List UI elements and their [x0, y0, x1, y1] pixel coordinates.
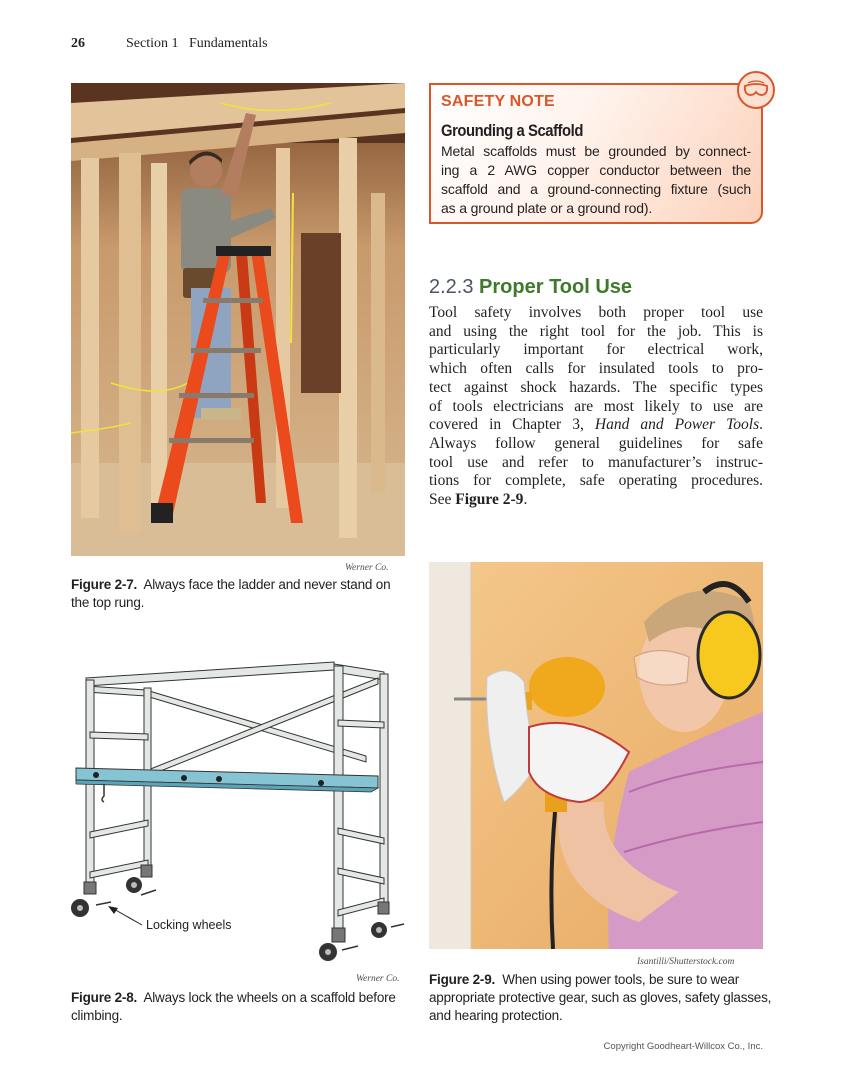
- section-number: 2.2.3: [429, 276, 474, 298]
- figure-2-8-caption-text: Always lock the wheels on a scaffold before climbing.: [71, 990, 396, 1023]
- figure-2-9-caption-text: When using power tools, be sure to wear appropriate protective gear, such as gloves, safety glasses, and hearing protection.: [429, 972, 772, 1023]
- body-line: which often calls for insulated tools to pro-: [429, 360, 763, 378]
- page-number: 26: [71, 36, 85, 51]
- body-text: See: [429, 491, 456, 509]
- section-name: Section 1 Fundamentals: [126, 36, 268, 51]
- figure-2-8-caption: [71, 989, 411, 1025]
- figure-2-7-photo: [71, 83, 405, 556]
- body-line: of tools electricians are most likely to use are: [429, 397, 763, 415]
- scaffold-illustration: [66, 650, 411, 972]
- safety-note-line: Metal scaffolds must be grounded by connect-: [441, 143, 751, 159]
- body-line: and using the right tool for the job. This is: [429, 322, 763, 340]
- body-line: particularly important for electrical work,: [429, 341, 763, 359]
- body-line: Always follow general guidelines for safe: [429, 434, 763, 452]
- body-line: [429, 416, 763, 435]
- figure-2-8-diagram: [66, 650, 411, 972]
- figure-2-8-label: Figure 2-8.: [71, 990, 138, 1005]
- figure-2-7-caption-text: Always face the ladder and never stand on the top rung.: [71, 577, 391, 610]
- section-title: Proper Tool Use: [479, 276, 633, 298]
- copyright-notice: Copyright Goodheart-Willcox Co., Inc.: [603, 1041, 763, 1052]
- safety-note-line: scaffold and a ground-connecting fixture (such: [441, 181, 751, 197]
- drill-photo-illustration: [429, 562, 763, 949]
- figure-reference: Figure 2-9: [455, 491, 524, 509]
- figure-2-9-caption: [429, 971, 774, 1025]
- safety-note-title: Grounding a Scaffold: [441, 122, 583, 140]
- figure-2-9-credit: Isantilli/Shutterstock.com: [637, 957, 735, 967]
- section-body: [429, 304, 763, 510]
- body-line: tect against shock hazards. The specific types: [429, 378, 763, 396]
- body-text: covered in Chapter 3,: [429, 416, 595, 434]
- locking-wheels-callout: Locking wheels: [146, 918, 232, 932]
- safety-note-body: [441, 142, 751, 218]
- figure-2-9-label: Figure 2-9.: [429, 972, 496, 987]
- ladder-photo-illustration: [71, 83, 405, 556]
- figure-2-9-photo: [429, 562, 763, 949]
- chapter-reference: Hand and Power Tools: [594, 416, 760, 434]
- figure-2-7-caption: [71, 576, 411, 612]
- running-head: [71, 36, 268, 52]
- body-line: tions for complete, safe operating procedures.: [429, 472, 763, 490]
- safety-note-line: ing a 2 AWG copper conductor between the: [441, 162, 751, 178]
- body-line: Tool safety involves both proper tool use: [429, 304, 763, 321]
- section-heading: [429, 276, 632, 299]
- safety-note-line: as a ground plate or a ground rod).: [441, 200, 653, 216]
- body-line: [429, 491, 763, 510]
- figure-2-7-label: Figure 2-7.: [71, 577, 138, 592]
- body-line: tool use and refer to manufacturer’s instruc-: [429, 453, 763, 471]
- figure-2-7-credit: Werner Co.: [345, 563, 389, 573]
- body-text: .: [759, 416, 763, 434]
- body-text: .: [523, 491, 528, 509]
- safety-note-box: [429, 83, 763, 224]
- safety-goggles-icon: [737, 71, 775, 109]
- safety-note-label: SAFETY NOTE: [441, 93, 555, 110]
- figure-2-8-credit: Werner Co.: [356, 974, 400, 984]
